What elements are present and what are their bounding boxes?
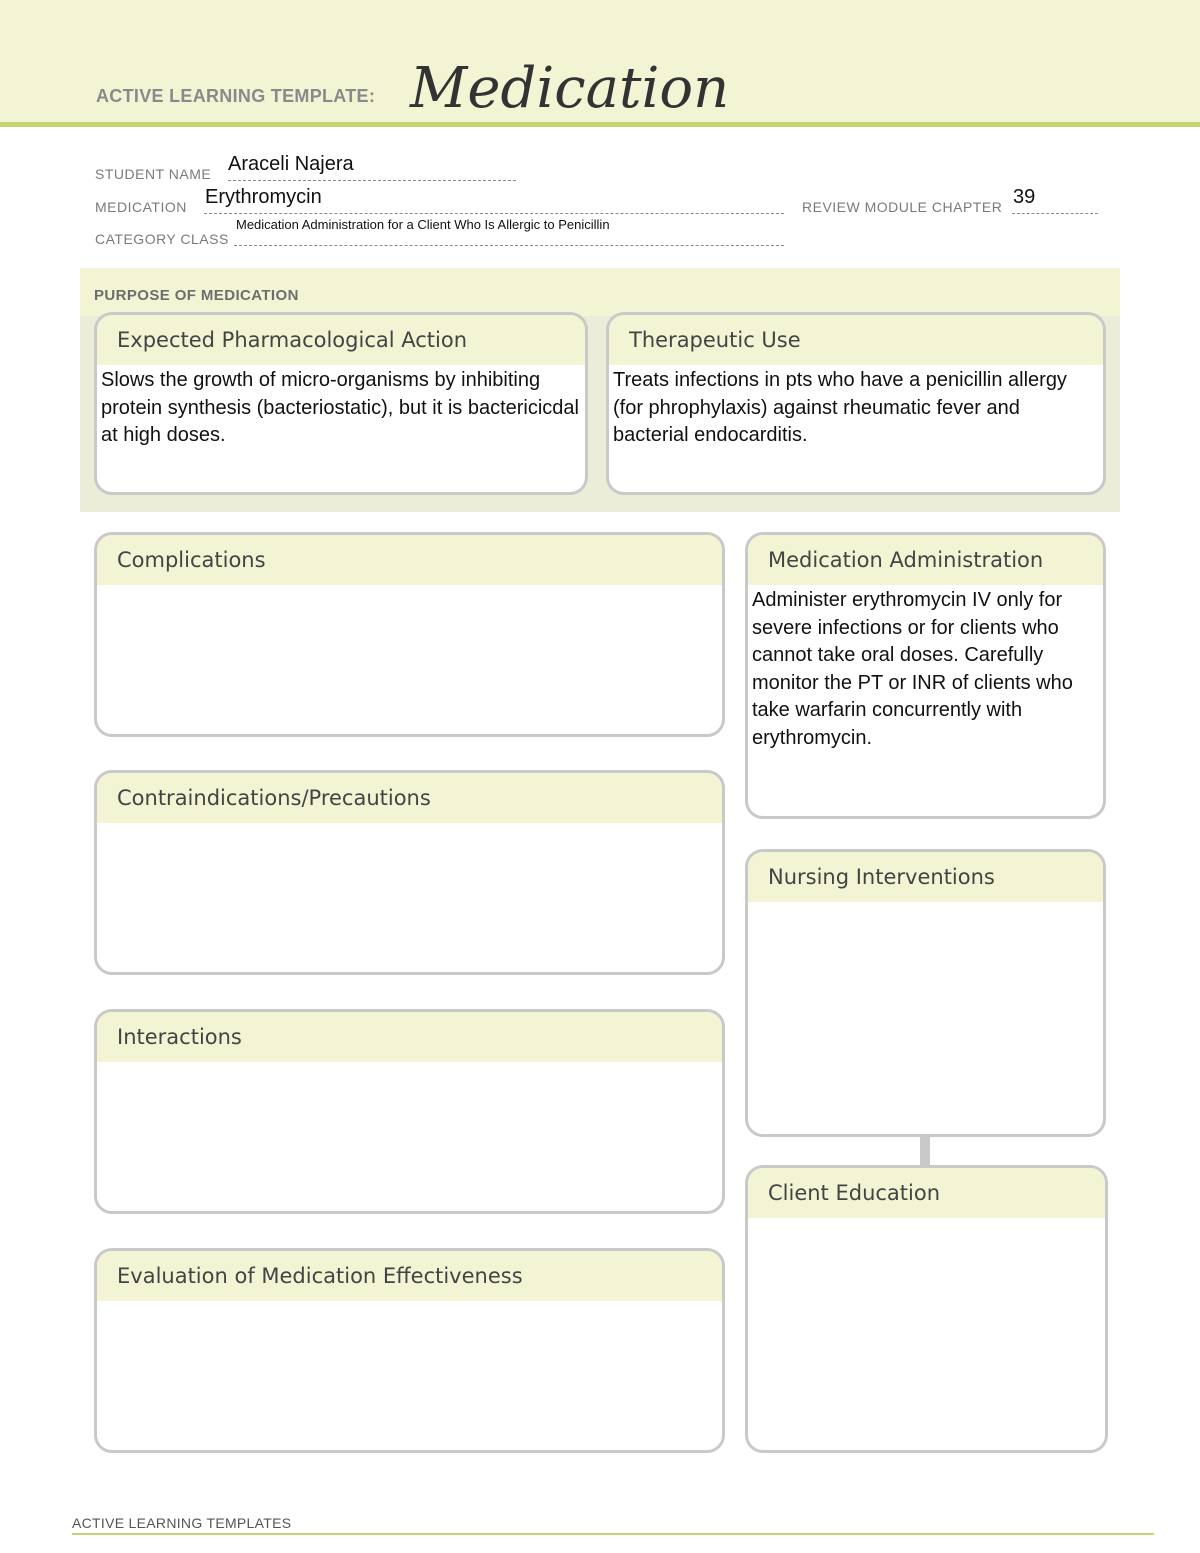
expected-action-heading: Expected Pharmacological Action <box>97 315 585 365</box>
template-label: ACTIVE LEARNING TEMPLATE: <box>96 86 376 106</box>
category-class-label: CATEGORY CLASS <box>95 231 229 247</box>
medication-administration-text[interactable]: Administer erythromycin IV only for severe infections or for clients who cannot take oral doses. Carefully monitor the PT or INR of clients who take warfarin concurrently with erythromycin. <box>752 589 1073 749</box>
review-module-label: REVIEW MODULE CHAPTER <box>802 199 1003 215</box>
complications-text[interactable] <box>97 585 722 587</box>
interactions-heading: Interactions <box>97 1012 722 1062</box>
client-education-text[interactable] <box>748 1218 1105 1220</box>
client-education-heading: Client Education <box>748 1168 1105 1218</box>
nursing-interventions-heading: Nursing Interventions <box>748 852 1103 902</box>
student-name-line <box>228 180 516 181</box>
template-title: Medication <box>410 56 730 121</box>
footer-divider <box>72 1533 1154 1535</box>
contraindications-heading: Contraindications/Precautions <box>97 773 722 823</box>
medication-label: MEDICATION <box>95 199 187 215</box>
student-name-field[interactable]: Araceli Najera <box>228 153 354 175</box>
evaluation-heading: Evaluation of Medication Effectiveness <box>97 1251 722 1301</box>
category-class-line <box>234 245 784 246</box>
medication-administration-heading: Medication Administration <box>748 535 1103 585</box>
complications-heading: Complications <box>97 535 722 585</box>
therapeutic-use-heading: Therapeutic Use <box>609 315 1103 365</box>
review-module-line <box>1012 213 1098 214</box>
student-name-label: STUDENT NAME <box>95 166 212 182</box>
expected-action-box <box>94 312 588 495</box>
medication-line <box>204 213 784 214</box>
medication-administration-box <box>745 532 1106 819</box>
purpose-title: PURPOSE OF MEDICATION <box>94 287 299 304</box>
contraindications-text[interactable] <box>97 823 722 825</box>
nursing-interventions-text[interactable] <box>748 902 1103 904</box>
expected-action-text[interactable]: Slows the growth of micro-organisms by inhibiting protein synthesis (bacteriostatic), but it is bactericicdal at high doses. <box>101 369 579 446</box>
header-divider <box>0 122 1200 127</box>
client-education-box <box>745 1165 1108 1453</box>
interactions-box <box>94 1009 725 1214</box>
nursing-education-connector <box>920 1135 930 1166</box>
interactions-text[interactable] <box>97 1062 722 1064</box>
category-class-field[interactable]: Medication Administration for a Client Who Is Allergic to Penicillin <box>236 217 610 232</box>
therapeutic-use-box <box>606 312 1106 495</box>
evaluation-text[interactable] <box>97 1301 722 1303</box>
therapeutic-use-text[interactable]: Treats infections in pts who have a penicillin allergy (for phrophylaxis) against rheumatic fever and bacterial endocarditis. <box>613 369 1067 446</box>
nursing-interventions-box <box>745 849 1106 1137</box>
complications-box <box>94 532 725 737</box>
medication-field[interactable]: Erythromycin <box>205 186 322 208</box>
footer-text: ACTIVE LEARNING TEMPLATES <box>72 1515 292 1531</box>
review-module-field[interactable]: 39 <box>1013 186 1036 208</box>
contraindications-box <box>94 770 725 975</box>
evaluation-box <box>94 1248 725 1453</box>
